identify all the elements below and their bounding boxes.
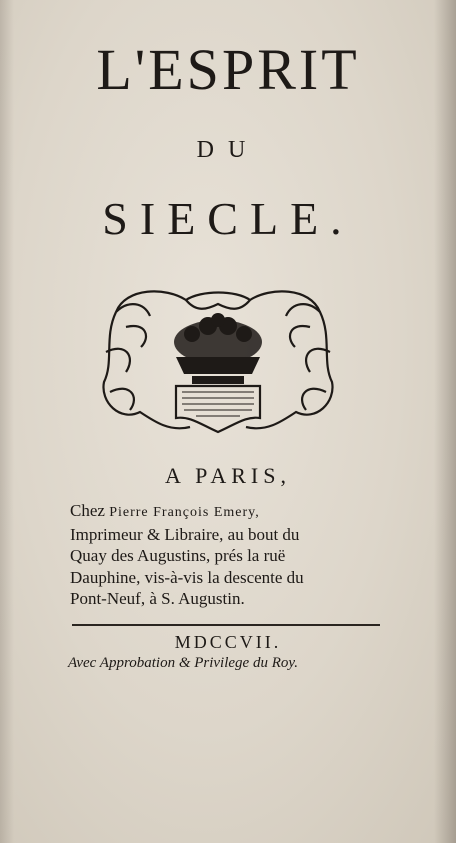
basket-ornament-icon (96, 282, 340, 442)
horizontal-rule (72, 624, 380, 626)
privilege-notice: Avec Approbation & Privilege du Roy. (68, 655, 298, 671)
page-left-shadow (0, 0, 14, 843)
title-line-du: DU (196, 137, 260, 163)
imprint-publisher: Pierre François Emery, (109, 505, 260, 520)
title-line-siecle: SIECLE. (102, 193, 354, 244)
imprint-line-5: Pont-Neuf, à S. Augustin. (70, 589, 245, 608)
imprint-line-4: Dauphine, vis-à-vis la descente du (70, 567, 304, 587)
imprint-line-3: Quay des Augustins, prés la ruë (70, 546, 286, 565)
imprint-city: A PARIS, (164, 463, 291, 488)
title-line-esprit: L'ESPRIT (96, 37, 360, 102)
publication-date: MDCCVII. (174, 632, 282, 652)
imprint-prefix: Chez (70, 501, 110, 520)
imprint-line-2: Imprimeur & Libraire, au bout du (70, 524, 300, 544)
imprint-line-1 (70, 500, 390, 524)
page-edge-shadow (434, 0, 456, 843)
imprint-block (70, 500, 390, 610)
